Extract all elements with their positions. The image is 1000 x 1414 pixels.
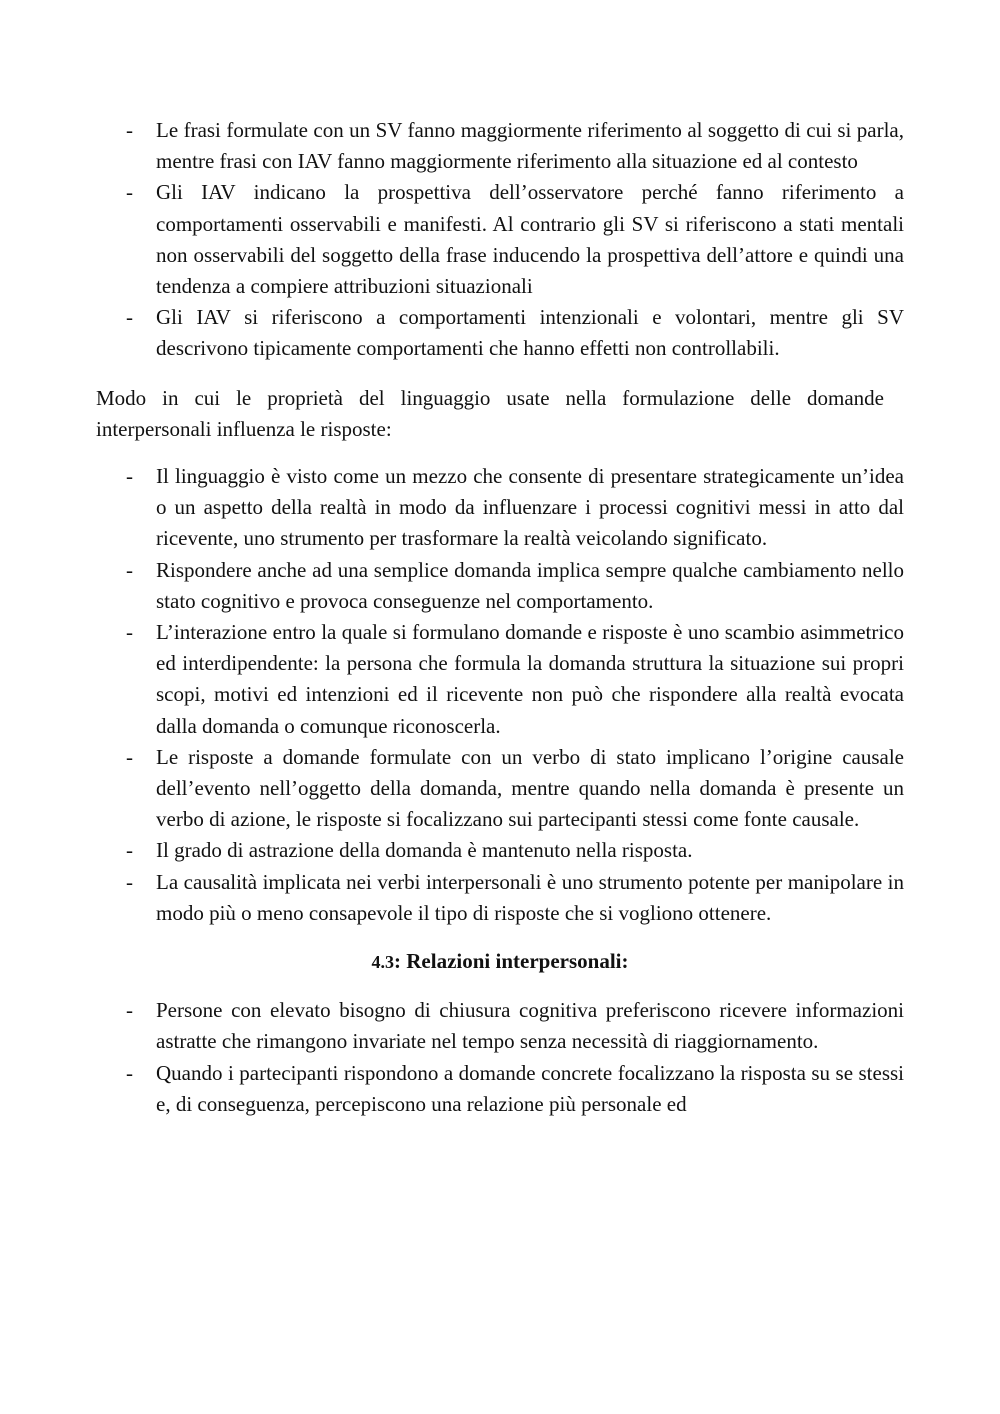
bullet-list-verbs xyxy=(96,115,904,365)
list-item xyxy=(126,835,904,866)
dash-bullet: - xyxy=(126,744,133,769)
list-item-text: Gli IAV si riferiscono a comportamenti intenzionali e volontari, mentre gli SV descrivono tipicamente comportamenti che hanno effetti non controllabili. xyxy=(156,305,904,361)
section-title: : Relazioni interpersonali: xyxy=(394,949,629,974)
list-item-text: Gli IAV indicano la prospettiva dell’osservatore perché fanno riferimento a comportamenti osservabili e manifesti. Al contrario gli SV si riferiscono a stati mentali non osservabili del soggetto della frase inducendo la prospettiva dell’attore e quindi una tendenza a compiere attribuzioni situazionali xyxy=(156,180,904,299)
dash-bullet: - xyxy=(126,620,133,645)
list-item-text: La causalità implicata nei verbi interpersonali è uno strumento potente per manipolare in modo più o meno consapevole il tipo di risposte che si vogliono ottenere. xyxy=(156,869,904,925)
list-item xyxy=(126,115,904,177)
list-item xyxy=(126,995,904,1057)
dash-bullet: - xyxy=(126,118,133,142)
bullet-list-language xyxy=(96,461,904,929)
document-page xyxy=(96,115,904,1120)
list-item xyxy=(126,177,904,302)
list-item xyxy=(126,302,904,364)
list-item-text: Il linguaggio è visto come un mezzo che consente di presentare strategicamente un’idea o un aspetto della realtà in modo da influenzare i processi cognitivi messi in atto dal ricevente, uno strumento per trasformare la realtà veicolando significato. xyxy=(156,464,904,551)
list-item-text: Le risposte a domande formulate con un verbo di stato implicano l’origine causale dell’evento nell’oggetto della domanda, mentre quando nella domanda è presente un verbo di azione, le risposte si focalizzano sui partecipanti stessi come fonte causale. xyxy=(156,744,904,832)
list-item xyxy=(126,1058,904,1120)
body-paragraph: Modo in cui le proprietà del linguaggio usate nella formulazione delle domande interpersonali influenza le risposte: xyxy=(96,385,884,441)
dash-bullet: - xyxy=(126,180,133,205)
list-item-text: Persone con elevato bisogno di chiusura cognitiva preferiscono ricevere informazioni astratte che rimangono invariate nel tempo senza necessità di riaggiornamento. xyxy=(156,998,904,1054)
section-heading xyxy=(96,946,904,978)
list-item-text: Rispondere anche ad una semplice domanda implica sempre qualche cambiamento nello stato cognitivo e provoca conseguenze nel comportamento. xyxy=(156,557,904,613)
list-item-text: Quando i partecipanti rispondono a domande concrete focalizzano la risposta su se stessi e, di conseguenza, percepiscono una relazione più personale ed xyxy=(156,1060,904,1116)
dash-bullet: - xyxy=(126,838,133,863)
dash-bullet: - xyxy=(126,1060,133,1085)
dash-bullet: - xyxy=(126,464,133,489)
section-number: 4.3 xyxy=(371,952,395,973)
list-item-text: Le frasi formulate con un SV fanno maggiormente riferimento al soggetto di cui si parla, mentre frasi con IAV fanno maggiormente riferimento alla situazione ed al contesto xyxy=(156,118,904,174)
list-item xyxy=(126,742,904,836)
list-item xyxy=(126,555,904,617)
dash-bullet: - xyxy=(126,998,133,1023)
list-item xyxy=(126,617,904,742)
dash-bullet: - xyxy=(126,869,133,894)
list-item-text: Il grado di astrazione della domanda è mantenuto nella risposta. xyxy=(156,838,693,863)
list-item-text: L’interazione entro la quale si formulano domande e risposte è uno scambio asimmetrico ed interdipendente: la persona che formula la domanda struttura la situazione sui propri scopi, motivi ed intenzioni ed il ricevente non può che rispondere alla realtà evocata dalla domanda o comunque riconoscerla. xyxy=(156,620,904,738)
dash-bullet: - xyxy=(126,557,133,582)
list-item xyxy=(126,461,904,555)
list-item xyxy=(126,867,904,929)
bullet-list-relations xyxy=(96,995,904,1120)
dash-bullet: - xyxy=(126,305,133,330)
